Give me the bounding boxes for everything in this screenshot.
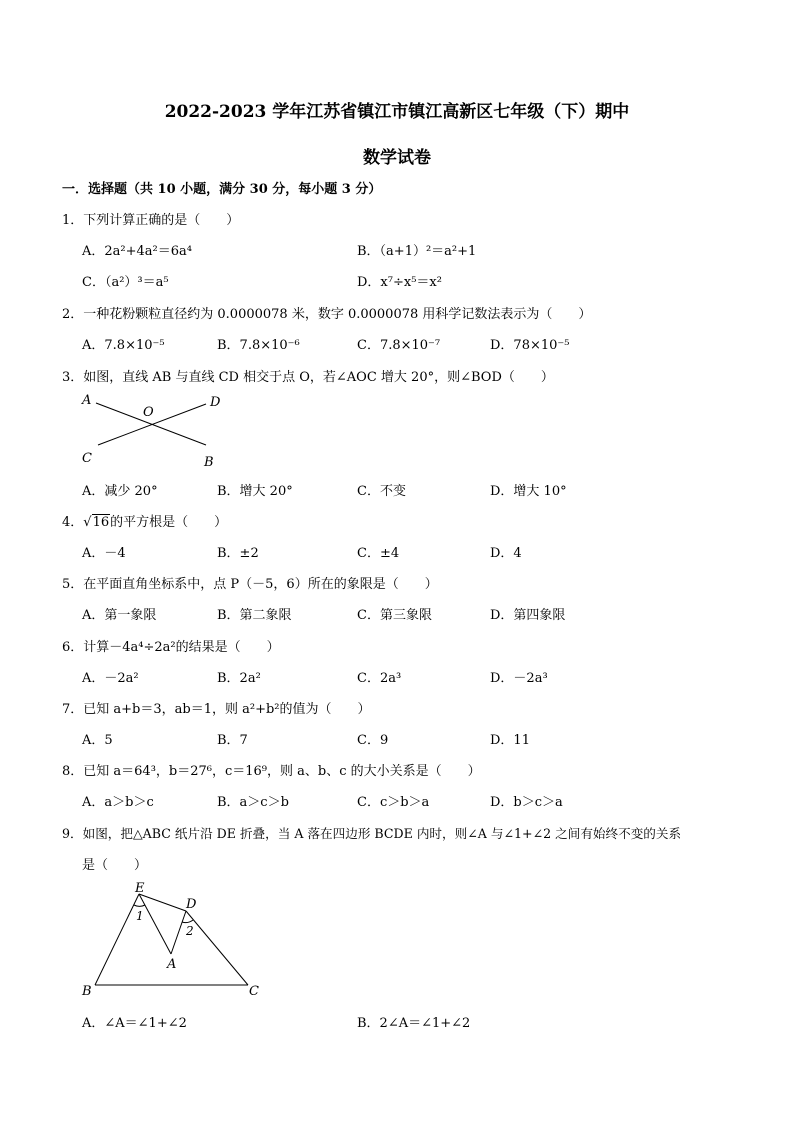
q6-stem: 6．计算－4a⁴÷2a²的结果是（ ） — [62, 640, 280, 655]
q4-stem: 4．√16的平方根是（ ） — [62, 515, 228, 530]
q9-label-b: B — [82, 984, 92, 999]
q9-label-1: 1 — [136, 909, 144, 923]
q8-option-b: B．a＞c＞b — [217, 795, 289, 810]
page-title: 2022-2023 学年江苏省镇江市镇江高新区七年级（下）期中 — [164, 102, 630, 122]
q2-stem: 2．一种花粉颗粒直径约为 0.0000078 米，数字 0.0000078 用科学记数法表示为（ ） — [62, 307, 592, 322]
q5-option-d: D．第四象限 — [490, 608, 566, 623]
q1-option-d: D．x⁷÷x⁵＝x² — [357, 275, 442, 290]
q6-option-a: A．－2a² — [82, 671, 139, 686]
q9-label-e: E — [135, 881, 145, 896]
q3-stem: 3．如图，直线 AB 与直线 CD 相交于点 O，若∠AOC 增大 20°，则∠BOD（ ） — [62, 370, 554, 385]
q7-option-c: C．9 — [357, 733, 389, 748]
q6-option-c: C．2a³ — [357, 671, 402, 686]
q2-option-c: C．7.8×10⁻⁷ — [357, 338, 441, 353]
q3-label-c: C — [82, 451, 92, 466]
q4-option-b: B．±2 — [217, 546, 259, 561]
q9-stem-cont: 是（ ） — [82, 858, 148, 873]
q8-option-d: D．b＞c＞a — [490, 795, 563, 810]
q3-option-d: D．增大 10° — [490, 484, 567, 499]
q9-stem: 9．如图，把△ABC 纸片沿 DE 折叠，当 A 落在四边形 BCDE 内时，则∠A 与∠1+∠2 之间有始终不变的关系 — [62, 826, 682, 841]
q9-option-a: A．∠A＝∠1+∠2 — [82, 1016, 187, 1031]
q5-option-c: C．第三象限 — [357, 608, 432, 623]
q3-label-a: A — [82, 393, 92, 408]
page-subtitle: 数学试卷 — [363, 148, 431, 168]
q8-option-a: A．a＞b＞c — [82, 795, 154, 810]
q3-option-b: B．增大 20° — [217, 484, 293, 499]
q9-label-d: D — [186, 897, 197, 912]
q1-option-a: A．2a²+4a²＝6a⁴ — [82, 244, 192, 259]
q5-option-a: A．第一象限 — [82, 608, 157, 623]
q2-option-a: A．7.8×10⁻⁵ — [82, 338, 165, 353]
q8-option-c: C．c＞b＞a — [357, 795, 430, 810]
q4-option-c: C．±4 — [357, 546, 400, 561]
q4-option-d: D．4 — [490, 546, 522, 561]
q9-option-b: B．2∠A＝∠1+∠2 — [357, 1016, 471, 1031]
q7-option-b: B．7 — [217, 733, 248, 748]
q4-option-a: A．－4 — [82, 546, 126, 561]
q2-option-d: D．78×10⁻⁵ — [490, 338, 570, 353]
q6-option-b: B．2a² — [217, 671, 261, 686]
q3-option-a: A．减少 20° — [82, 484, 158, 499]
q1-option-c: C．（a²）³＝a⁵ — [82, 275, 169, 290]
q5-stem: 5．在平面直角坐标系中，点 P（－5，6）所在的象限是（ ） — [62, 577, 438, 592]
q5-option-b: B．第二象限 — [217, 608, 292, 623]
q9-label-a: A — [167, 957, 177, 972]
q7-option-a: A．5 — [82, 733, 113, 748]
q3-label-o: O — [143, 405, 154, 420]
q9-label-2: 2 — [186, 924, 194, 938]
q3-option-c: C．不变 — [357, 484, 406, 499]
q4-radicand: 16 — [92, 515, 110, 530]
q9-label-c: C — [249, 984, 259, 999]
q7-stem: 7．已知 a+b＝3，ab＝1，则 a²+b²的值为（ ） — [62, 702, 371, 717]
q8-stem: 8．已知 a＝64³，b＝27⁶，c＝16⁹，则 a、b、c 的大小关系是（ ） — [62, 764, 481, 779]
q7-option-d: D．11 — [490, 733, 530, 748]
q3-label-b: B — [204, 455, 214, 470]
q1-stem: 1．下列计算正确的是（ ） — [62, 213, 240, 228]
q9-figure — [78, 878, 268, 1000]
q3-label-d: D — [210, 395, 221, 410]
section-heading: 一．选择题（共 10 小题，满分 30 分，每小题 3 分） — [62, 182, 382, 197]
q2-option-b: B．7.8×10⁻⁶ — [217, 338, 300, 353]
q1-option-b: B．（a+1）²＝a²+1 — [357, 244, 477, 259]
q6-option-d: D．－2a³ — [490, 671, 548, 686]
q3-figure — [78, 390, 228, 470]
sqrt-symbol: √ — [83, 515, 92, 530]
